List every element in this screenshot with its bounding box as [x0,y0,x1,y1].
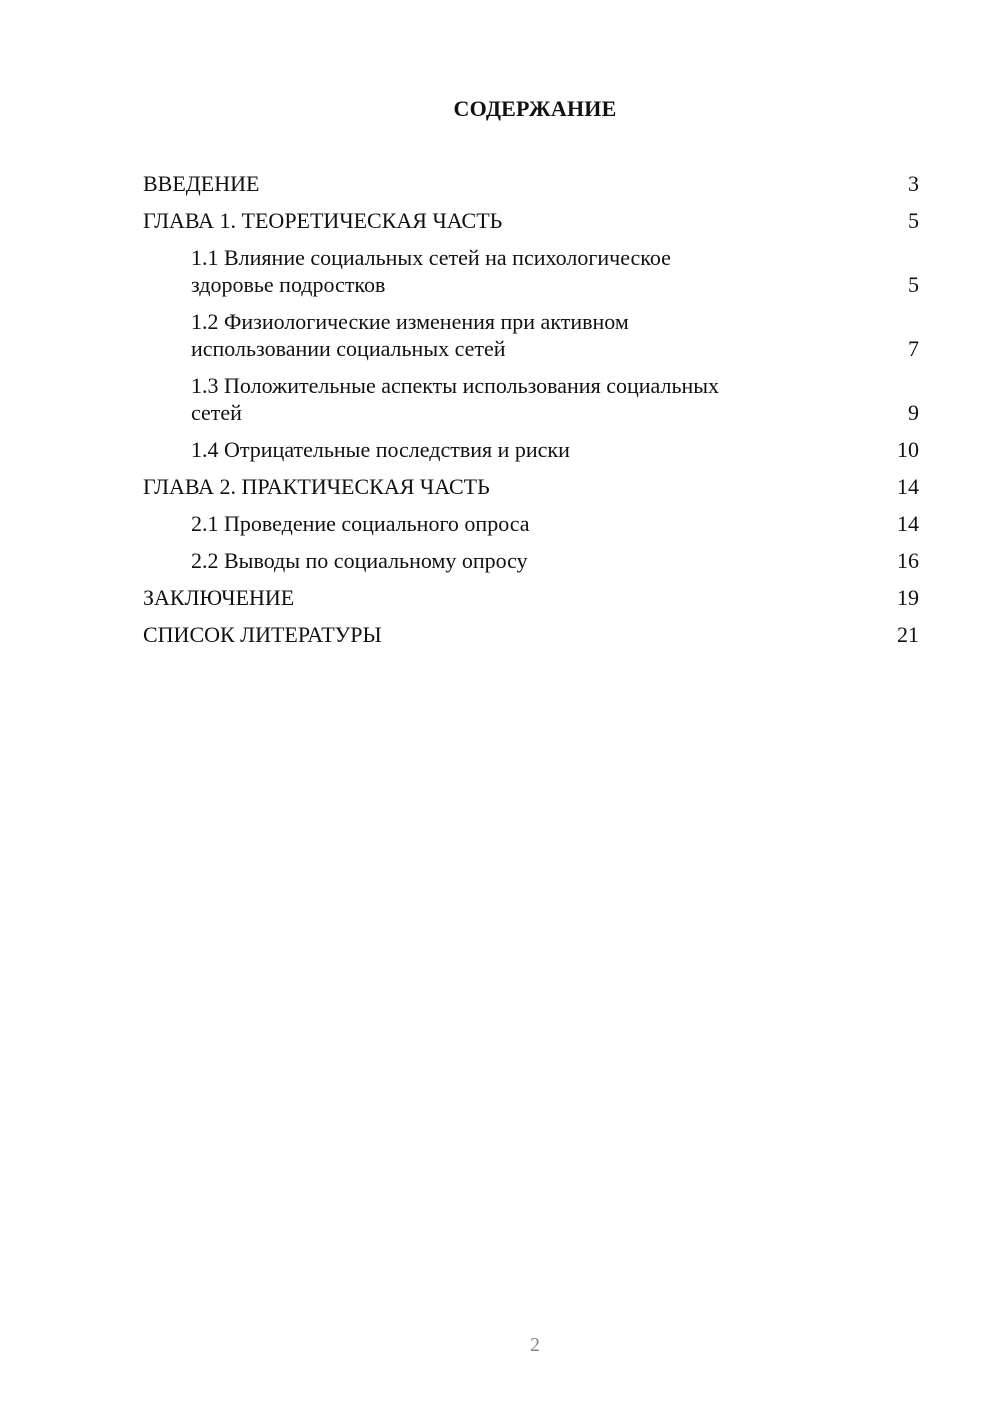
toc-entry-section-1-4[interactable] [143,436,919,463]
page-title: СОДЕРЖАНИЕ [453,96,617,121]
toc-entry-label: СПИСОК ЛИТЕРАТУРЫ [143,622,382,647]
toc-entry-page: 3 [908,171,919,196]
toc-entry-section-1-3[interactable] [143,372,919,426]
toc-entry-page: 9 [908,400,919,425]
toc-entry-references[interactable] [143,621,919,648]
toc-entry-section-1-1[interactable] [143,244,919,298]
toc-entry-page: 21 [897,622,919,647]
toc-entry-label: 2.1 Проведение социального опроса [191,511,530,536]
toc-entry-label: 1.3 Положительные аспекты использования социальных сетей [191,373,720,425]
toc-entry-label: ГЛАВА 2. ПРАКТИЧЕСКАЯ ЧАСТЬ [143,474,490,499]
toc-entry-page: 5 [908,208,919,233]
toc-entry-label: 1.4 Отрицательные последствия и риски [191,437,570,462]
table-of-contents [143,170,919,658]
toc-entry-label: ГЛАВА 1. ТЕОРЕТИЧЕСКАЯ ЧАСТЬ [143,208,503,233]
toc-entry-label: ЗАКЛЮЧЕНИЕ [143,585,295,610]
toc-entry-page: 14 [897,511,919,536]
toc-entry-label: 1.1 Влияние социальных сетей на психологическое здоровье подростков [191,245,671,297]
toc-entry-page: 7 [908,336,919,361]
toc-entry-page: 16 [897,548,919,573]
toc-entry-label: 2.2 Выводы по социальному опросу [191,548,528,573]
toc-entry-label: ВВЕДЕНИЕ [143,171,260,196]
toc-entry-section-2-2[interactable] [143,547,919,574]
toc-entry-conclusion[interactable] [143,584,919,611]
toc-entry-page: 14 [897,474,919,499]
toc-entry-label: 1.2 Физиологические изменения при активном использовании социальных сетей [191,309,629,361]
toc-entry-page: 19 [897,585,919,610]
toc-entry-chapter-2[interactable] [143,473,919,500]
toc-entry-chapter-1[interactable] [143,207,919,234]
toc-entry-section-1-2[interactable] [143,308,919,362]
toc-entry-section-2-1[interactable] [143,510,919,537]
toc-entry-page: 10 [897,437,919,462]
page-number: 2 [530,1334,540,1356]
toc-entry-page: 5 [908,272,919,297]
toc-entry-introduction[interactable] [143,170,919,197]
